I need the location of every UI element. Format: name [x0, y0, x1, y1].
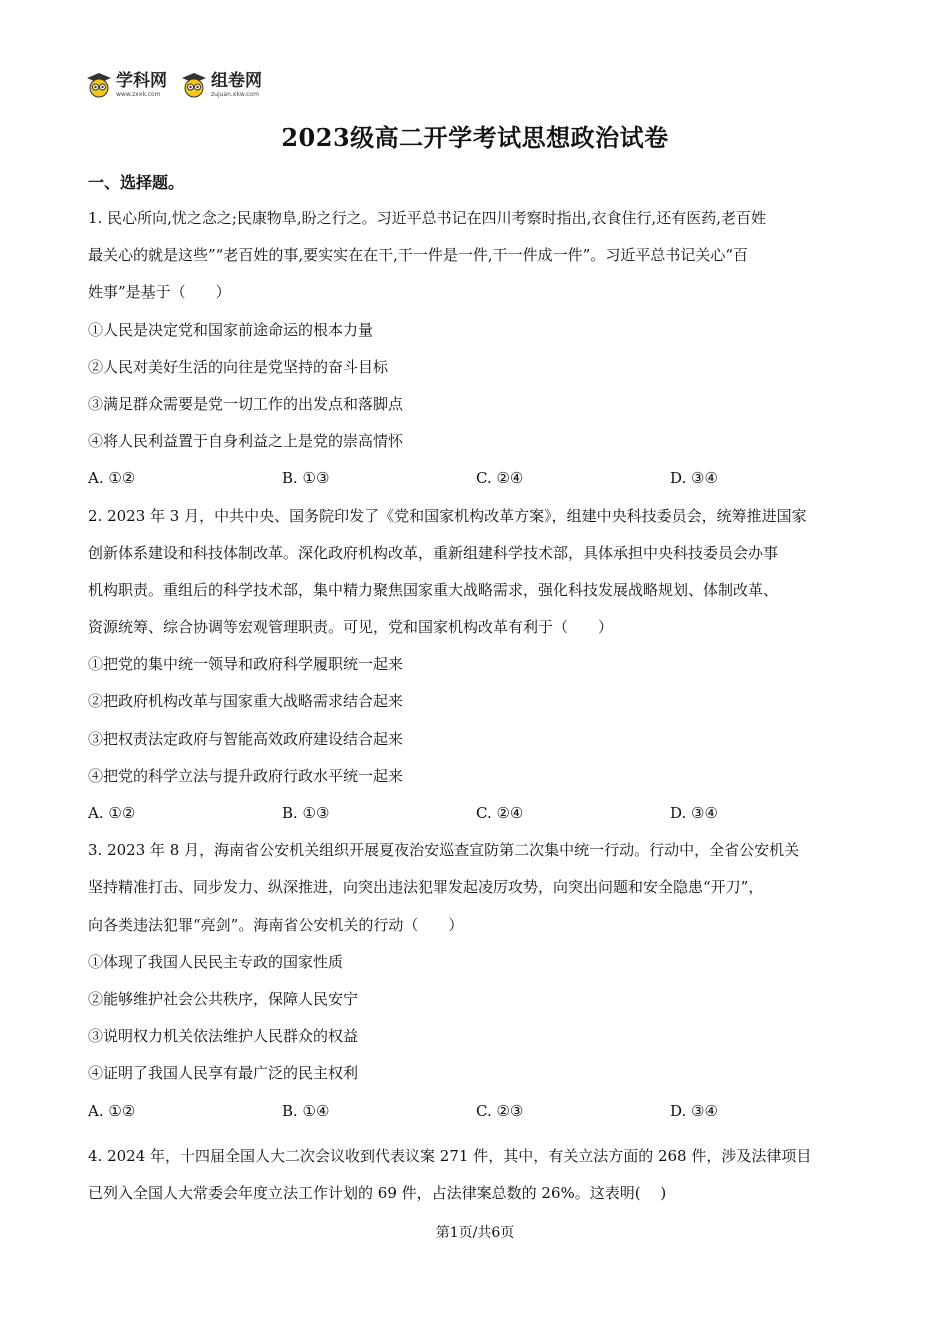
option-statement: ②人民对美好生活的向往是党坚持的奋斗目标 — [88, 357, 389, 376]
logo-name: 组卷网 — [211, 70, 262, 91]
logo-url: www.zxxk.com — [116, 90, 161, 98]
question-stem-line: 向各类违法犯罪“亮剑”。海南省公安机关的行动（ ） — [88, 915, 464, 934]
option-statement: ③满足群众需要是党一切工作的出发点和落脚点 — [88, 394, 404, 413]
question-stem-line: 机构职责。重组后的科学技术部，集中精力聚焦国家重大战略需求，强化科技发展战略规划、体制改革、 — [88, 580, 779, 599]
option-statement: ③说明权力机关依法维护人民群众的权益 — [88, 1027, 359, 1046]
option-statement: ②能够维护社会公共秩序，保障人民安宁 — [88, 989, 359, 1008]
mascot-icon — [181, 72, 207, 98]
choice-c: C. ②④ — [476, 469, 524, 488]
question-list — [88, 200, 864, 1212]
choice-d: D. ③④ — [670, 1101, 718, 1120]
section-heading: 一、选择题。 — [88, 173, 185, 192]
question-2 — [88, 498, 864, 833]
option-statement: ④把党的科学立法与提升政府行政水平统一起来 — [88, 766, 404, 785]
option-statement: ②把政府机构改革与国家重大战略需求结合起来 — [88, 692, 404, 711]
logo-zujuanwang — [181, 72, 262, 98]
choice-c: C. ②④ — [476, 804, 524, 822]
question-stem-line: 资源统筹、综合协调等宏观管理职责。可见，党和国家机构改革有利于（ ） — [88, 618, 614, 637]
question-1 — [88, 200, 864, 498]
page-title: 2023级高二开学考试思想政治试卷 — [281, 123, 669, 152]
header-logos — [86, 72, 262, 98]
question-stem-line: 2. 2023 年 3 月，中共中央、国务院印发了《党和国家机构改革方案》，组建中央科技委员会，统筹推进国家 — [88, 506, 807, 525]
question-3 — [88, 832, 864, 1130]
page-number: 第1页/共6页 — [435, 1225, 515, 1241]
answer-choices — [88, 795, 864, 832]
question-stem-line: 1. 民心所向,忧之念之;民康物阜,盼之行之。习近平总书记在四川考察时指出,衣食住行,还有医药,老百姓 — [88, 209, 766, 227]
choice-b: B. ①④ — [282, 1101, 330, 1120]
logo-xuekewang — [86, 72, 167, 98]
option-statement: ①体现了我国人民民主专政的国家性质 — [88, 952, 344, 971]
choice-d: D. ③④ — [670, 804, 718, 822]
choice-a: A. ①② — [88, 1101, 136, 1120]
option-statement: ①把党的集中统一领导和政府科学履职统一起来 — [88, 655, 404, 674]
choice-b: B. ①③ — [282, 469, 330, 488]
question-stem-line: 3. 2023 年 8 月，海南省公安机关组织开展夏夜治安巡查宣防第二次集中统一行动。行动中，全省公安机关 — [88, 841, 800, 860]
question-stem-line: 姓事”是基于（ ） — [88, 283, 231, 302]
choice-b: B. ①③ — [282, 804, 330, 822]
choice-a: A. ①② — [88, 469, 136, 488]
answer-choices — [88, 460, 864, 497]
choice-c: C. ②③ — [476, 1101, 524, 1120]
question-4 — [88, 1138, 864, 1212]
question-stem-line: 坚持精准打击、同步发力、纵深推进，向突出违法犯罪发起凌厉攻势，向突出问题和安全隐患“开刀”， — [88, 878, 764, 897]
choice-a: A. ①② — [88, 804, 136, 822]
option-statement: ④将人民利益置于自身利益之上是党的崇高情怀 — [88, 432, 404, 451]
option-statement: ③把权责法定政府与智能高效政府建设结合起来 — [88, 729, 404, 748]
logo-name: 学科网 — [116, 70, 167, 91]
answer-choices — [88, 1093, 864, 1130]
mascot-icon — [86, 72, 112, 98]
question-stem-line: 已列入全国人大常委会年度立法工作计划的 69 件，占法律案总数的 26%。这表明( ) — [88, 1183, 667, 1202]
option-statement: ①人民是决定党和国家前途命运的根本力量 — [88, 320, 374, 339]
question-stem-line: 最关心的就是这些”“老百姓的事,要实实在在干,干一件是一件,干一件成一件”。习近平总书记关心“百 — [88, 246, 748, 265]
question-stem-line: 4. 2024 年，十四届全国人大二次会议收到代表议案 271 件，其中，有关立法方面的 268 件，涉及法律项目 — [88, 1146, 812, 1165]
question-stem-line: 创新体系建设和科技体制改革。深化政府机构改革，重新组建科学技术部，具体承担中央科技委员会办事 — [88, 543, 779, 562]
logo-url: zujuan.xkw.com — [211, 90, 259, 98]
choice-d: D. ③④ — [670, 469, 718, 488]
option-statement: ④证明了我国人民享有最广泛的民主权利 — [88, 1064, 359, 1083]
